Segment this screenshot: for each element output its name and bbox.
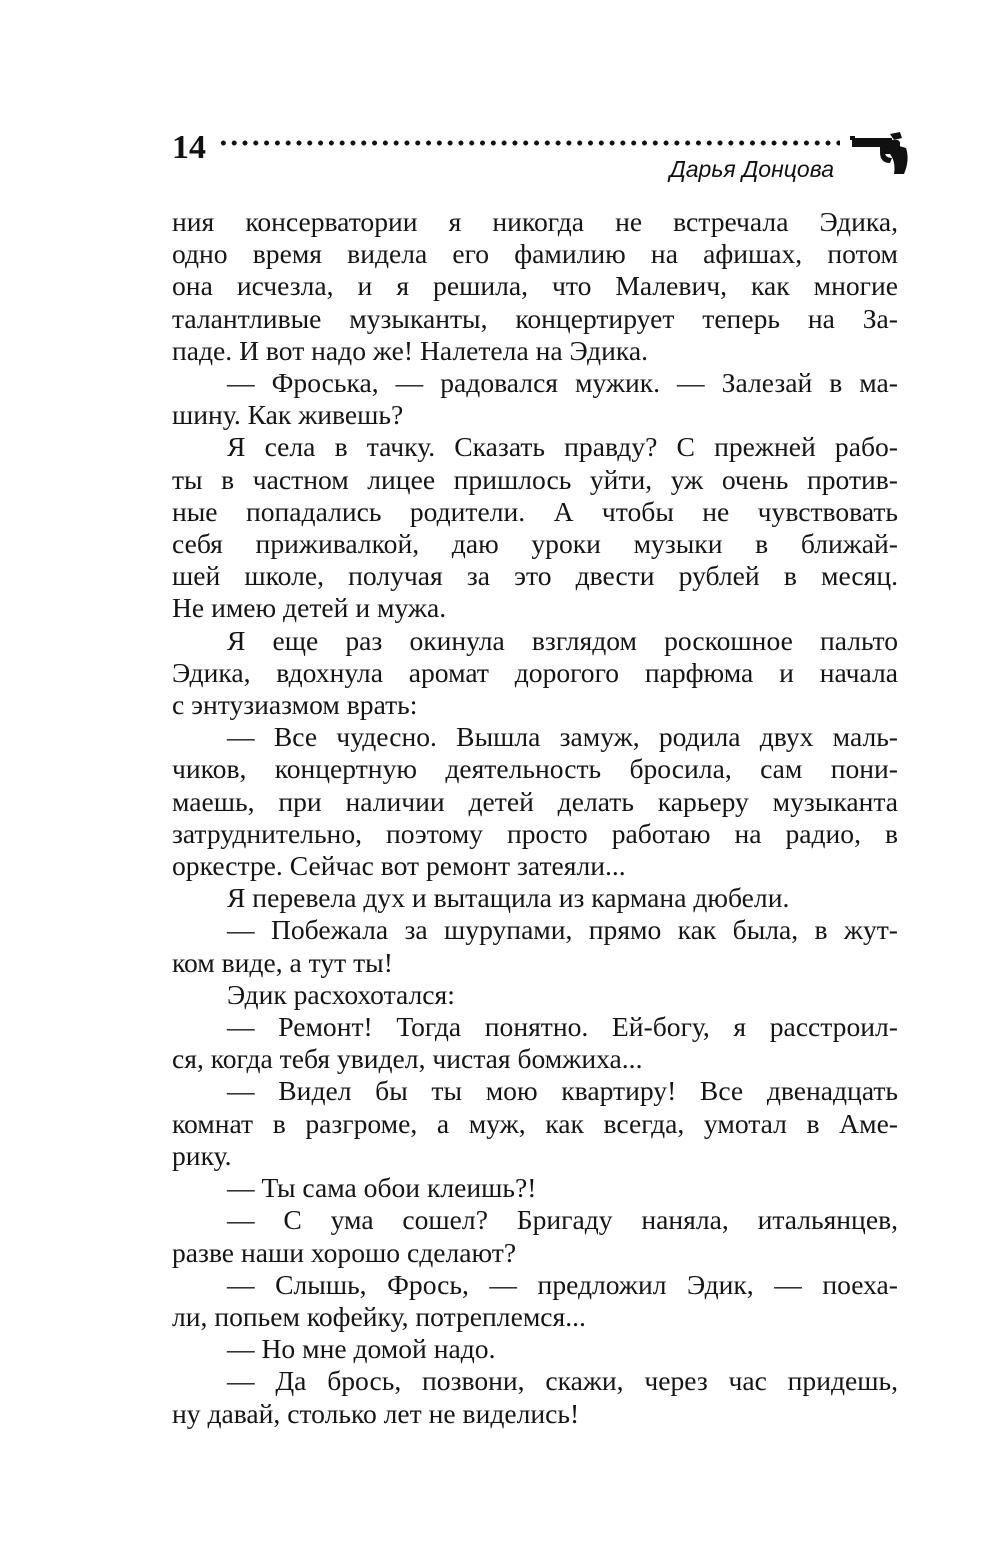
text-line: ли, попьем кофейку, потреплемся... <box>172 1300 586 1332</box>
text-line: ком виде, а тут ты! <box>172 946 393 978</box>
text-line: ну давай, столько лет не виделись! <box>172 1397 580 1429</box>
text-line: талантливые музыканты, концертирует теперь на За- <box>172 302 898 334</box>
text-line: чиков, концертную деятельность бросила, сам пони- <box>172 753 898 785</box>
text-line: — Слышь, Фрось, — предложил Эдик, — поеха- <box>227 1268 898 1300</box>
text-line: паде. И вот надо же! Налетела на Эдика. <box>172 334 648 366</box>
text-line: Эдика, вдохнула аромат дорогого парфюма и начала <box>172 656 898 688</box>
text-line: шину. Как живешь? <box>172 399 404 431</box>
page-number: 14 <box>172 129 206 166</box>
text-line: Я села в тачку. Сказать правду? С прежней рабо- <box>227 431 898 463</box>
text-line: шей школе, получая за это двести рублей в месяц. <box>172 560 898 592</box>
text-line: — Ты сама обои клеишь?! <box>227 1172 537 1204</box>
text-line: себя приживалкой, даю уроки музыки в ближай- <box>172 528 898 560</box>
text-line: рику. <box>172 1139 232 1171</box>
text-line: — Да брось, позвони, скажи, через час придешь, <box>227 1365 898 1397</box>
text-line: — Побежала за шурупами, прямо как была, в жут- <box>227 914 898 946</box>
text-line: — Фроська, — радовался мужик. — Залезай в ма- <box>227 367 898 399</box>
text-line: маешь, при наличии детей делать карьеру музыканта <box>172 785 898 817</box>
body-text <box>172 206 898 1430</box>
text-line: — Все чудесно. Вышла замуж, родила двух маль- <box>227 721 898 753</box>
text-line: оркестре. Сейчас вот ремонт затеяли... <box>172 850 626 882</box>
text-line: ся, когда тебя увидел, чистая бомжиха... <box>172 1043 643 1075</box>
text-line: Эдик расхохотался: <box>227 978 455 1010</box>
text-line: комнат в разгроме, а муж, как всегда, умотал в Аме- <box>172 1107 898 1139</box>
text-line: — Но мне домой надо. <box>227 1333 496 1365</box>
text-line: — Ремонт! Тогда понятно. Ей-богу, я расстроил- <box>227 1011 898 1043</box>
text-line: ты в частном лицее пришлось уйти, уж очень против- <box>172 463 898 495</box>
text-line: — С ума сошел? Бригаду наняла, итальянцев, <box>227 1204 898 1236</box>
text-line: ния консерватории я никогда не встречала Эдика, <box>172 206 898 237</box>
text-line: Я еще раз окинула взглядом роскошное пальто <box>227 624 898 656</box>
text-line: ные попадались родители. А чтобы не чувствовать <box>172 495 898 527</box>
text-line: затруднительно, поэтому просто работаю на радио, в <box>172 817 898 849</box>
revolver-icon <box>850 130 910 176</box>
text-line: она исчезла, и я решила, что Малевич, как многие <box>172 270 898 302</box>
text-line: Я перевела дух и вытащила из кармана дюбели. <box>227 882 790 914</box>
text-line: — Видел бы ты мою квартиру! Все двенадцать <box>227 1075 898 1107</box>
running-header-author: Дарья Донцова <box>669 156 834 182</box>
text-line: Не имею детей и мужа. <box>172 592 447 624</box>
text-line: разве наши хорошо сделают? <box>172 1236 517 1268</box>
text-line: одно время видела его фамилию на афишах, потом <box>172 238 898 270</box>
text-line: с энтузиазмом врать: <box>172 689 418 721</box>
dot-leader <box>218 138 840 148</box>
